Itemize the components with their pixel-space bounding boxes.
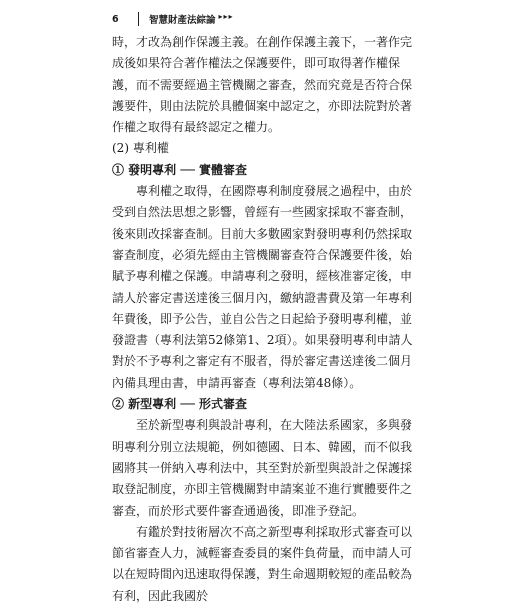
paragraph-invention-patent: 專利權之取得，在國際專利制度發展之過程中，由於受到自然法思想之影響，曾經有一些國家採取不審查制，後來則改採審查制。目前大多數國家對發明專利仍然採取審查制度，必須先經由主管機關審查符合保護要件後，始賦予專利權之保護。申請專利之發明，經核准審定後，申請人於審定書送達後三個月內，繳納證書費及第一年專利年費後，即予公告，並自公告之日起給予發明專利權，並發證書（專利法第52條第1、2項）。如果發明專利申請人對於不予專利之審定有不服者，得於審定書送達後二個月內備具理由書，申請再審查（專利法第48條）。 <box>112 184 413 390</box>
header-divider <box>138 12 139 26</box>
triangle-arrows-icon: ▸▸▸ <box>218 12 234 21</box>
subheading-invention-patent: ① 發明專利 ── 實體審查 <box>112 162 247 177</box>
paragraph-utility-model: 至於新型專利與設計專利，在大陸法系國家，多與發明專利分別立法規範，例如德國、日本、韓國，而不似我國將其一併納入專利法中，其至對於新型與設計之保護採取登記制度，亦即主管機關對申請案並不進行實體要件之審查，而於形式要件審查通過後，即准予登記。 <box>112 418 413 518</box>
book-title: 智慧財產法綜論 <box>149 15 216 26</box>
paragraph-copyright: 時，才改為創作保護主義。在創作保護主義下，一著作完成後如果符合著作權法之保護要件，即可取得著作權保護，而不需要經過主管機關之審查，然而究竟是否符合保護要件，則由法院於具體個案中認定之，亦即法院對於著作權之取得有最終認定之權力。 <box>112 35 413 135</box>
paragraph-formal-examination: 有鑑於對技術層次不高之新型專利採取形式審查可以節省審查人力，減輕審查委員的案件負荷量，而申請人可以在短時間內迅速取得保護，對生命週期較短的產品較為有利，因此我國於 <box>112 524 413 603</box>
page-body <box>112 32 419 607</box>
page-number: 6 <box>112 13 119 25</box>
book-title-group <box>149 12 234 26</box>
running-header <box>112 12 234 26</box>
subheading-utility-model: ② 新型專利 ── 形式審查 <box>112 397 247 412</box>
section-heading-patent: (2) 專利權 <box>112 141 169 156</box>
